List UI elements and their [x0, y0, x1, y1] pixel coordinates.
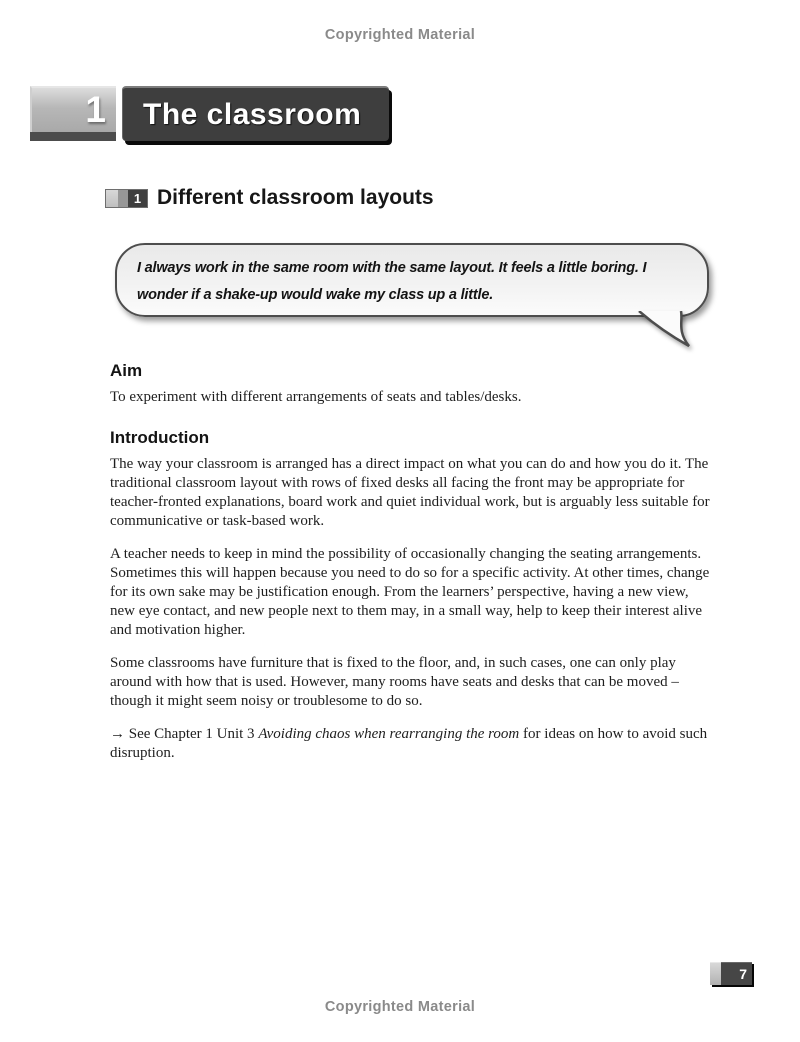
cross-reference-suffix: for ideas on how to avoid such disruption. [110, 726, 708, 761]
unit-badge-segment-mid [118, 190, 128, 207]
copyright-header: Copyrighted Material [324, 27, 476, 43]
introduction-heading: Introduction [110, 428, 210, 447]
chapter-title: The classroom [143, 97, 362, 131]
aim-body: To experiment with different arrangements of seats and tables/desks. [110, 389, 522, 405]
page-badge-light-strip [710, 962, 721, 985]
page-number-badge [710, 962, 752, 985]
unit-title: Different classroom layouts [157, 186, 434, 209]
cross-reference-prefix: → See Chapter 1 Unit 3 [110, 726, 259, 742]
aim-heading: Aim [110, 361, 143, 380]
chapter-number: 1 [85, 89, 106, 130]
unit-heading [105, 186, 434, 210]
introduction-paragraph-2: A teacher needs to keep in mind the possibility of occasionally changing the seating arrangements. Sometimes this will happen because you need to do so for a specific activity. At other times, change for its own sake may be justification enough. From the learners’ perspective, having a new view, new eye contact, and new people next to them may, in a small way, help to keep their interest alive and motivation higher. [110, 546, 710, 638]
main-content [110, 361, 710, 777]
page-number: 7 [721, 962, 752, 985]
speech-bubble-tail [637, 311, 693, 348]
unit-badge-segment-light [106, 190, 118, 207]
unit-badge-icon [105, 189, 148, 208]
chapter-title-box [122, 86, 389, 141]
chapter-number-box-strip [30, 132, 116, 141]
cross-reference-title: Avoiding chaos when rearranging the room [258, 726, 520, 742]
chapter-banner [30, 86, 389, 141]
teacher-quote-speech-bubble [115, 243, 709, 317]
introduction-paragraph-3: Some classrooms have furniture that is fixed to the floor, and, in such cases, one can only play around with how that is used. However, many rooms have seats and desks that can be moved – though it might seem noisy or troublesome to do so. [110, 655, 679, 709]
introduction-paragraph-1: The way your classroom is arranged has a direct impact on what you can do and how you do it. The traditional classroom layout with rows of fixed desks all facing the front may be appropriate for teacher-fronted explanations, board work and quiet individual work, but is arguably less suitable for communicative or task-based work. [110, 456, 710, 529]
chapter-number-box [30, 86, 116, 141]
unit-number: 1 [128, 190, 147, 207]
chapter-number-box-face [30, 86, 116, 132]
cross-reference-paragraph [110, 725, 710, 763]
speech-bubble-text: I always work in the same room with the same layout. It feels a little boring. I wonder if a shake-up would wake my class up a little. [137, 260, 647, 303]
copyright-footer: Copyrighted Material [324, 999, 476, 1015]
